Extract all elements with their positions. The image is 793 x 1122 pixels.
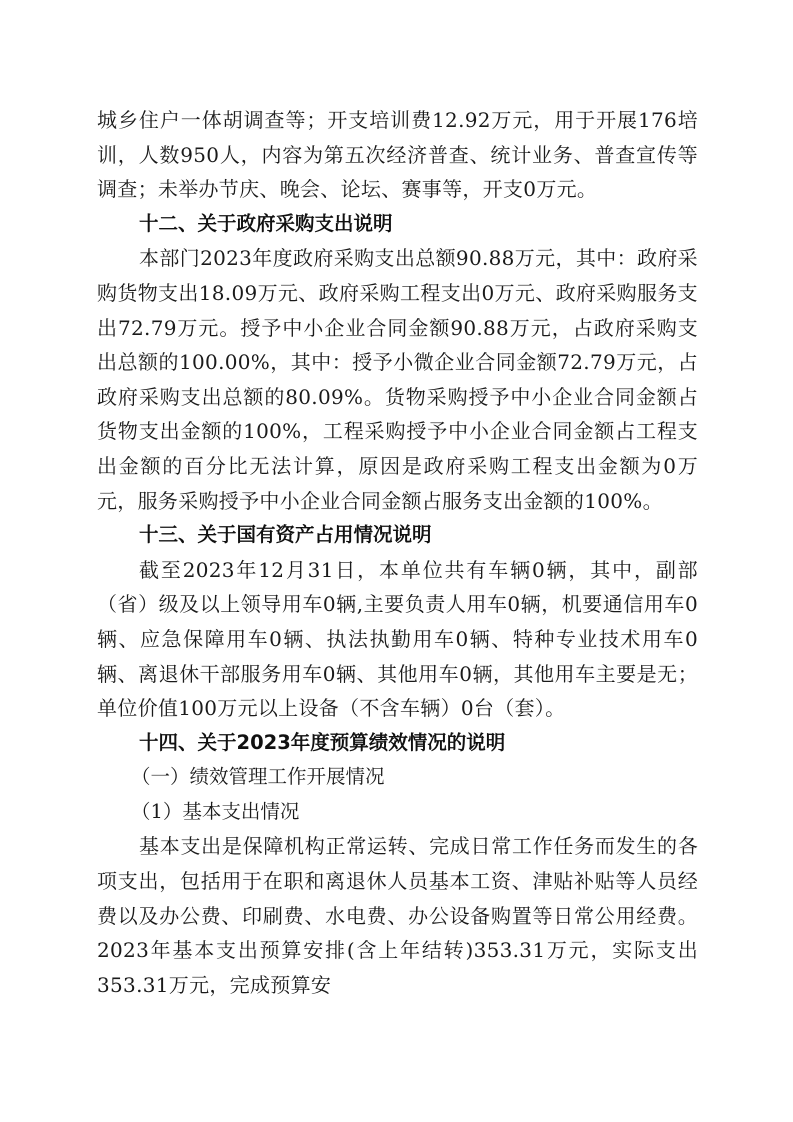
paragraph-state-assets: 截至2023年12月31日，本单位共有车辆0辆，其中，副部（省）级及以上领导用车0辆,主要负责人用车0辆，机要通信用车0辆、应急保障用车0辆、执法执勤用车0辆、特种专业技术用车0辆、离退休干部服务用车0辆、其他用车0辆，其他用车主要是无；单位价值100万元以上设备（不含车辆）0台（套）。 xyxy=(97,557,698,721)
subheading-performance-management: （一）绩效管理工作开展情况 xyxy=(131,765,385,789)
document-page xyxy=(97,103,698,1002)
subheading-basic-expenditure: （1）基本支出情况 xyxy=(131,799,300,823)
paragraph-training-expenses: 城乡住户一体胡调查等；开支培训费12.92万元，用于开展176培训，人数950人，内容为第五次经济普查、统计业务、普查宣传等调查；未举办节庆、晚会、论坛、赛事等，开支0万元。 xyxy=(97,108,698,202)
paragraph-government-procurement: 本部门2023年度政府采购支出总额90.88万元，其中：政府采购货物支出18.09万元、政府采购工程支出0万元、政府采购服务支出72.79万元。授予中小企业合同金额90.88万元，占政府采购支出总额的100.00%，其中：授予小微企业合同金额72.79万元，占政府采购支出总额的80.09%。货物采购授予中小企业合同金额占货物支出金额的100%，工程采购授予中小企业合同金额占工程支出金额的百分比无法计算，原因是政府采购工程支出金额为0万元，服务采购授予中小企业合同金额占服务支出金额的100%。 xyxy=(97,246,698,513)
heading-budget-performance: 十四、关于2023年度预算绩效情况的说明 xyxy=(139,730,506,754)
paragraph-basic-expenditure: 基本支出是保障机构正常运转、完成日常工作任务而发生的各项支出，包括用于在职和离退休人员基本工资、津贴补贴等人员经费以及办公费、印刷费、水电费、办公设备购置等日常公用经费。2023年基本支出预算安排(含上年结转)353.31万元，实际支出353.31万元，完成预算安 xyxy=(97,834,698,997)
heading-government-procurement: 十二、关于政府采购支出说明 xyxy=(139,211,393,235)
heading-state-assets: 十三、关于国有资产占用情况说明 xyxy=(139,523,432,547)
